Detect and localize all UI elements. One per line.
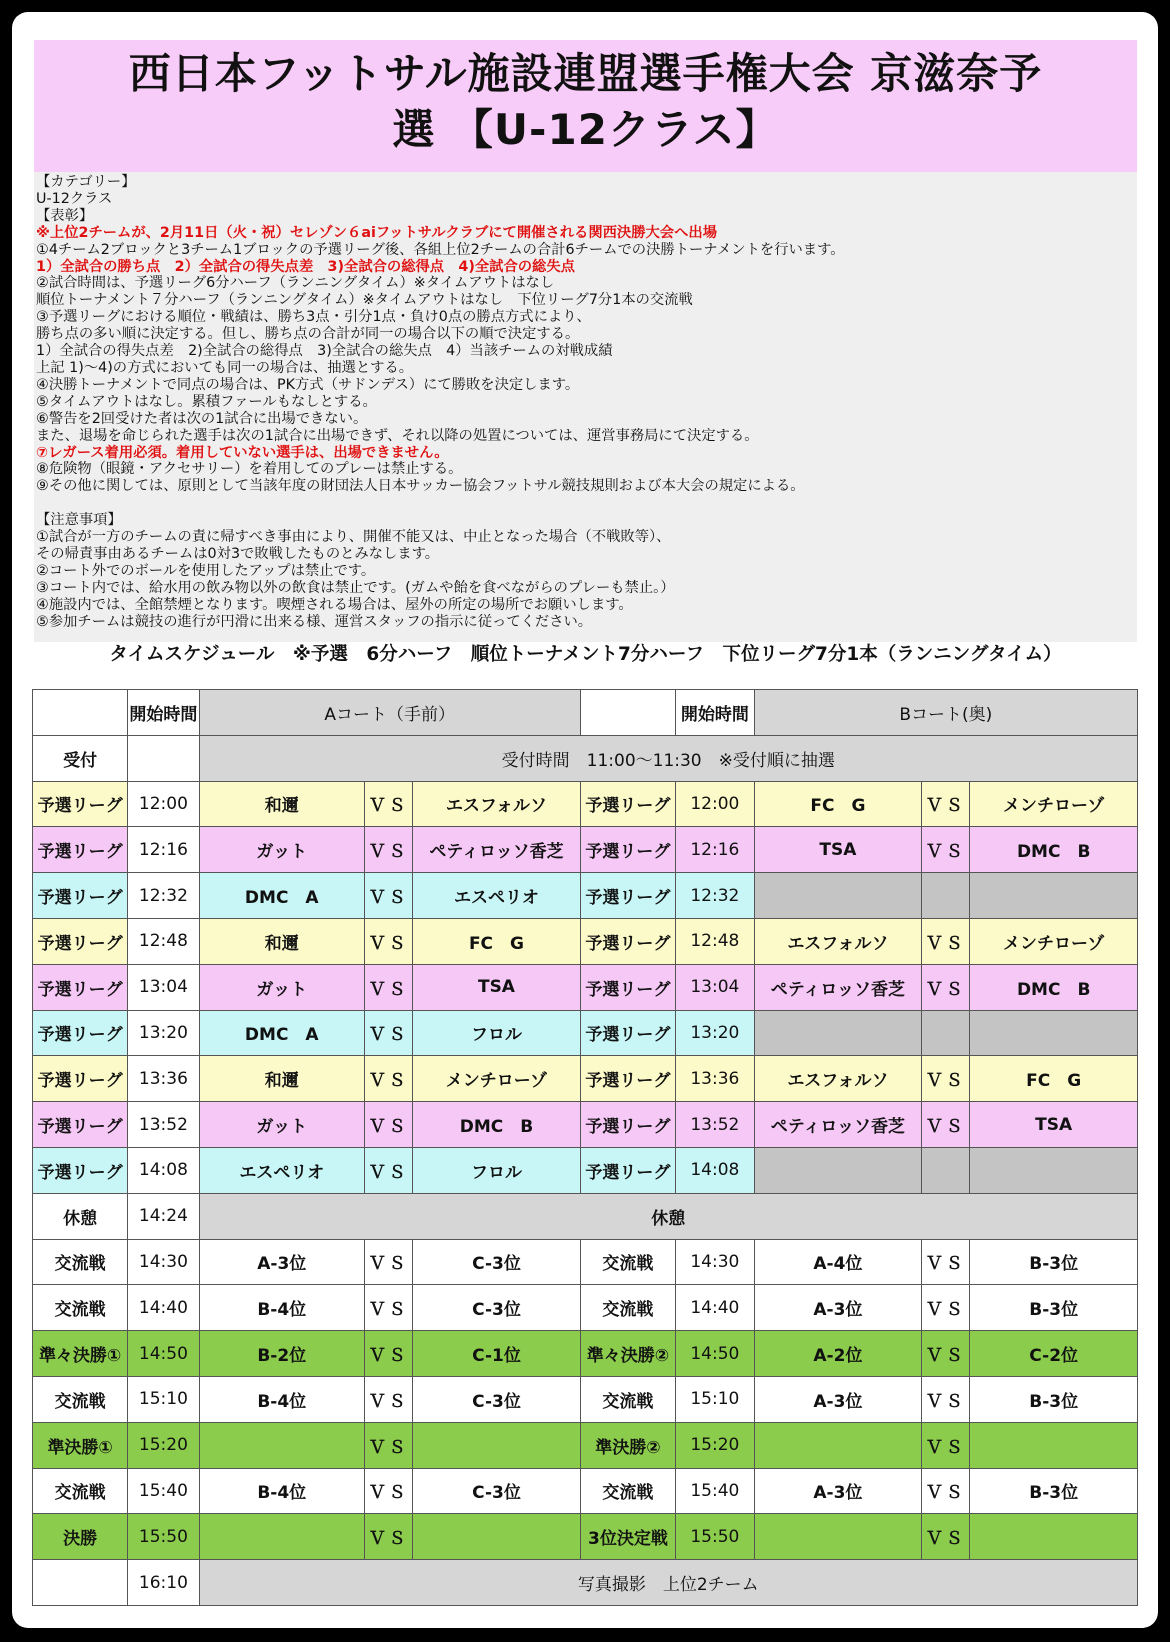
- notes-line: U-12クラス: [36, 190, 113, 207]
- court-b-home-team: A-3位: [754, 1376, 922, 1422]
- court-a-time: 12:48: [128, 918, 199, 964]
- court-b-vs: ＶＳ: [922, 1102, 970, 1148]
- court-b-empty-vs: [922, 1147, 970, 1193]
- court-b-home-team: エスフォルソ: [754, 1056, 922, 1102]
- court-b-vs: ＶＳ: [922, 1056, 970, 1102]
- court-b-home-team: ペティロッソ香芝: [754, 964, 922, 1010]
- court-a-vs: ＶＳ: [365, 1514, 413, 1560]
- court-a-round-label: 予選リーグ: [33, 1102, 128, 1148]
- court-b-away-team: B-3位: [970, 1285, 1138, 1331]
- court-a-away-team: メンチローゾ: [413, 1056, 581, 1102]
- court-a-away-team: C-3位: [413, 1285, 581, 1331]
- court-a-round-label: 予選リーグ: [33, 781, 128, 827]
- court-a-vs: ＶＳ: [365, 964, 413, 1010]
- match-row: [33, 827, 1138, 873]
- court-a-round-label: 予選リーグ: [33, 964, 128, 1010]
- court-b-round-label: 3位決定戦: [580, 1514, 675, 1560]
- court-b-round-label: 予選リーグ: [580, 1147, 675, 1193]
- court-b-away-team: B-3位: [970, 1376, 1138, 1422]
- court-a-vs: ＶＳ: [365, 1056, 413, 1102]
- court-a-round-label: 予選リーグ: [33, 873, 128, 919]
- court-a-time: 14:50: [128, 1331, 199, 1377]
- court-b-round-label: 予選リーグ: [580, 873, 675, 919]
- court-a-time: 12:16: [128, 827, 199, 873]
- match-row: [33, 1102, 1138, 1148]
- court-a-away-team: [413, 1422, 581, 1468]
- match-row: [33, 964, 1138, 1010]
- court-b-round-label: 予選リーグ: [580, 964, 675, 1010]
- court-a-time: 12:32: [128, 873, 199, 919]
- court-b-vs: ＶＳ: [922, 781, 970, 827]
- court-a-away-team: エスフォルソ: [413, 781, 581, 827]
- court-b-empty-vs: [922, 873, 970, 919]
- court-b-round-label: 交流戦: [580, 1468, 675, 1514]
- court-b-away-team: TSA: [970, 1102, 1138, 1148]
- court-a-vs: ＶＳ: [365, 1468, 413, 1514]
- court-b-time: 15:10: [676, 1376, 755, 1422]
- court-a-away-team: フロル: [413, 1147, 581, 1193]
- court-b-away-team: DMC B: [970, 827, 1138, 873]
- match-row: [33, 1010, 1138, 1056]
- court-a-round-label: 予選リーグ: [33, 827, 128, 873]
- court-b-vs: ＶＳ: [922, 1285, 970, 1331]
- court-a-time: 14:08: [128, 1147, 199, 1193]
- court-a-time: 12:00: [128, 781, 199, 827]
- court-a-home-team: ガット: [199, 1102, 364, 1148]
- court-b-vs: ＶＳ: [922, 964, 970, 1010]
- court-b-time: 13:04: [676, 964, 755, 1010]
- match-row: [33, 1422, 1138, 1468]
- notes-line: 【カテゴリー】: [36, 174, 136, 190]
- court-a-time: 13:52: [128, 1102, 199, 1148]
- court-a-home-team: [199, 1514, 364, 1560]
- header-start-time-b: 開始時間: [676, 690, 755, 736]
- match-row: [33, 1376, 1138, 1422]
- court-b-empty-vs: [922, 1010, 970, 1056]
- photo-text: 写真撮影 上位2チーム: [199, 1560, 1137, 1606]
- court-b-round-label: 予選リーグ: [580, 827, 675, 873]
- court-a-time: 15:10: [128, 1376, 199, 1422]
- court-a-vs: ＶＳ: [365, 781, 413, 827]
- court-a-home-team: DMC A: [199, 1010, 364, 1056]
- court-a-round-label: 準決勝①: [33, 1422, 128, 1468]
- court-a-home-team: A-3位: [199, 1239, 364, 1285]
- court-b-empty-home: [754, 873, 922, 919]
- court-a-away-team: エスペリオ: [413, 873, 581, 919]
- court-a-away-team: [413, 1514, 581, 1560]
- match-row: [33, 1468, 1138, 1514]
- court-b-vs: ＶＳ: [922, 1422, 970, 1468]
- photo-row: [33, 1560, 1138, 1606]
- court-a-round-label: 交流戦: [33, 1239, 128, 1285]
- court-a-round-label: 交流戦: [33, 1468, 128, 1514]
- court-b-time: 12:00: [676, 781, 755, 827]
- notes-line: 上記 1)～4)の方式においても同一の場合は、抽選とする。: [36, 359, 414, 376]
- court-b-vs: ＶＳ: [922, 1331, 970, 1377]
- court-b-vs: ＶＳ: [922, 1468, 970, 1514]
- photo-time: 16:10: [128, 1560, 199, 1606]
- court-a-vs: ＶＳ: [365, 1422, 413, 1468]
- court-b-round-label: 予選リーグ: [580, 1056, 675, 1102]
- header-blank-b: [580, 690, 675, 736]
- court-b-away-team: メンチローゾ: [970, 781, 1138, 827]
- notes-line: ④施設内では、全館禁煙となります。喫煙される場合は、屋外の所定の場所でお願いします。: [36, 596, 633, 613]
- court-a-round-label: 準々決勝①: [33, 1331, 128, 1377]
- court-b-round-label: 予選リーグ: [580, 1102, 675, 1148]
- court-b-empty-home: [754, 1147, 922, 1193]
- court-b-vs: ＶＳ: [922, 1239, 970, 1285]
- court-a-time: 13:36: [128, 1056, 199, 1102]
- notes-line: ⑧危険物（眼鏡・アクセサリー）を着用してのプレーは禁止する。: [36, 461, 463, 478]
- match-row: [33, 873, 1138, 919]
- court-a-home-team: 和邇: [199, 781, 364, 827]
- notes-line: ①4チーム2ブロックと3チーム1ブロックの予選リーグ後、各組上位2チームの合計6チームでの決勝トーナメントを行います。: [36, 241, 845, 258]
- court-a-round-label: 予選リーグ: [33, 1147, 128, 1193]
- court-b-home-team: [754, 1514, 922, 1560]
- schedule-heading: タイムスケジュール ※予選 6分ハーフ 順位トーナメント7分ハーフ 下位リーグ7分1本（ランニングタイム）: [109, 644, 1062, 665]
- break-text: 休憩: [199, 1193, 1137, 1239]
- court-b-home-team: A-3位: [754, 1468, 922, 1514]
- court-b-home-team: エスフォルソ: [754, 918, 922, 964]
- court-a-away-team: DMC B: [413, 1102, 581, 1148]
- notes-line: ①試合が一方のチームの責に帰すべき事由により、開催不能又は、中止となった場合（不戦敗等）、: [36, 529, 671, 546]
- court-a-away-team: C-3位: [413, 1376, 581, 1422]
- court-b-vs: ＶＳ: [922, 1514, 970, 1560]
- notes-line: ⑤参加チームは競技の進行が円滑に出来る様、運営スタッフの指示に従ってください。: [36, 613, 593, 630]
- court-b-round-label: 予選リーグ: [580, 781, 675, 827]
- court-a-vs: ＶＳ: [365, 1285, 413, 1331]
- court-b-time: 13:52: [676, 1102, 755, 1148]
- court-a-time: 14:40: [128, 1285, 199, 1331]
- court-a-home-team: B-4位: [199, 1285, 364, 1331]
- court-a-away-team: C-1位: [413, 1331, 581, 1377]
- court-b-away-team: FC G: [970, 1056, 1138, 1102]
- header-court-b: Bコート(奥): [754, 690, 1137, 736]
- court-a-time: 15:50: [128, 1514, 199, 1560]
- court-b-away-team: [970, 1422, 1138, 1468]
- court-a-round-label: 決勝: [33, 1514, 128, 1560]
- notes-line: ※上位2チームが、2月11日（火・祝）セレゾン６aiフットサルクラブにて開催される関西決勝大会へ出場: [36, 224, 717, 241]
- court-b-away-team: [970, 1514, 1138, 1560]
- court-b-time: 15:20: [676, 1422, 755, 1468]
- notes-line: ④決勝トーナメントで同点の場合は、PK方式（サドンデス）にて勝敗を決定します。: [36, 376, 580, 393]
- notes-line: 順位トーナメント７分ハーフ（ランニングタイム）※タイムアウトはなし 下位リーグ7分1本の交流戦: [36, 292, 693, 309]
- court-a-vs: ＶＳ: [365, 827, 413, 873]
- court-b-home-team: TSA: [754, 827, 922, 873]
- court-b-empty-away: [970, 873, 1138, 919]
- court-b-home-team: FC G: [754, 781, 922, 827]
- court-b-away-team: B-3位: [970, 1468, 1138, 1514]
- court-a-away-team: ペティロッソ香芝: [413, 827, 581, 873]
- notes-line: 1）全試合の勝ち点 2）全試合の得失点差 3)全試合の総得点 4)全試合の総失点: [36, 258, 575, 275]
- court-b-time: 15:40: [676, 1468, 755, 1514]
- court-a-vs: ＶＳ: [365, 1147, 413, 1193]
- notes-line: ⑥警告を2回受けた者は次の1試合に出場できない。: [36, 410, 368, 427]
- break-time: 14:24: [128, 1193, 199, 1239]
- court-b-away-team: メンチローゾ: [970, 918, 1138, 964]
- header-blank: [33, 690, 128, 736]
- court-a-home-team: ガット: [199, 964, 364, 1010]
- court-a-round-label: 交流戦: [33, 1376, 128, 1422]
- court-b-time: 12:48: [676, 918, 755, 964]
- match-row: [33, 1285, 1138, 1331]
- court-a-away-team: FC G: [413, 918, 581, 964]
- title-line-1: 西日本フットサル施設連盟選手権大会 京滋奈予: [128, 49, 1043, 98]
- header-row: [33, 690, 1138, 736]
- court-b-round-label: 交流戦: [580, 1285, 675, 1331]
- court-b-home-team: A-2位: [754, 1331, 922, 1377]
- court-a-round-label: 予選リーグ: [33, 1010, 128, 1056]
- court-a-home-team: エスペリオ: [199, 1147, 364, 1193]
- reception-row: [33, 735, 1138, 781]
- court-b-away-team: C-2位: [970, 1331, 1138, 1377]
- court-a-vs: ＶＳ: [365, 1102, 413, 1148]
- court-a-away-team: TSA: [413, 964, 581, 1010]
- court-b-round-label: 予選リーグ: [580, 918, 675, 964]
- court-b-time: 15:50: [676, 1514, 755, 1560]
- match-row: [33, 1514, 1138, 1560]
- court-b-empty-away: [970, 1147, 1138, 1193]
- page-title: [34, 46, 1137, 158]
- court-a-time: 15:40: [128, 1468, 199, 1514]
- court-b-home-team: A-4位: [754, 1239, 922, 1285]
- match-row: [33, 1056, 1138, 1102]
- reception-label: 受付: [33, 735, 128, 781]
- notes-line: ⑦レガース着用必須。着用していない選手は、出場できません。: [36, 444, 449, 461]
- court-b-round-label: 予選リーグ: [580, 1010, 675, 1056]
- notes-line: 【注意事項】: [36, 512, 122, 529]
- court-a-away-team: C-3位: [413, 1468, 581, 1514]
- court-a-time: 15:20: [128, 1422, 199, 1468]
- court-b-time: 14:50: [676, 1331, 755, 1377]
- court-b-home-team: [754, 1422, 922, 1468]
- rules-notes: [36, 174, 1136, 630]
- court-b-time: 14:08: [676, 1147, 755, 1193]
- court-b-time: 12:32: [676, 873, 755, 919]
- court-a-vs: ＶＳ: [365, 1331, 413, 1377]
- court-a-round-label: 交流戦: [33, 1285, 128, 1331]
- court-a-away-team: C-3位: [413, 1239, 581, 1285]
- match-row: [33, 1239, 1138, 1285]
- court-b-time: 13:36: [676, 1056, 755, 1102]
- court-b-time: 14:40: [676, 1285, 755, 1331]
- court-a-round-label: 予選リーグ: [33, 918, 128, 964]
- match-row: [33, 781, 1138, 827]
- court-a-vs: ＶＳ: [365, 1239, 413, 1285]
- court-b-time: 14:30: [676, 1239, 755, 1285]
- court-a-home-team: B-4位: [199, 1376, 364, 1422]
- court-b-home-team: ペティロッソ香芝: [754, 1102, 922, 1148]
- court-a-home-team: ガット: [199, 827, 364, 873]
- header-start-time-a: 開始時間: [128, 690, 199, 736]
- notes-line: ③コート内では、給水用の飲み物以外の飲食は禁止です。(ガムや飴を食べながらのプレーも禁止。）: [36, 579, 675, 596]
- court-b-away-team: DMC B: [970, 964, 1138, 1010]
- court-b-vs: ＶＳ: [922, 827, 970, 873]
- break-label: 休憩: [33, 1193, 128, 1239]
- photo-label: [33, 1560, 128, 1606]
- notes-line: [36, 495, 1136, 512]
- court-a-vs: ＶＳ: [365, 873, 413, 919]
- notes-line: ②試合時間は、予選リーグ6分ハーフ（ランニングタイム）※タイムアウトはなし: [36, 275, 555, 292]
- reception-time-blank: [128, 735, 199, 781]
- court-a-away-team: フロル: [413, 1010, 581, 1056]
- court-b-empty-away: [970, 1010, 1138, 1056]
- court-b-round-label: 交流戦: [580, 1239, 675, 1285]
- notes-line: ③予選リーグにおける順位・戦績は、勝ち3点・引分1点・負け0点の勝点方式により、: [36, 309, 591, 326]
- court-b-home-team: A-3位: [754, 1285, 922, 1331]
- court-b-away-team: B-3位: [970, 1239, 1138, 1285]
- court-b-round-label: 交流戦: [580, 1376, 675, 1422]
- notes-line: ⑤タイムアウトはなし。累積ファールもなしとする。: [36, 393, 377, 410]
- court-a-vs: ＶＳ: [365, 1010, 413, 1056]
- court-a-home-team: 和邇: [199, 918, 364, 964]
- reception-text: 受付時間 11:00～11:30 ※受付順に抽選: [199, 735, 1137, 781]
- match-row: [33, 1331, 1138, 1377]
- break-row: [33, 1193, 1138, 1239]
- court-a-home-team: [199, 1422, 364, 1468]
- court-a-home-team: 和邇: [199, 1056, 364, 1102]
- header-court-a: Aコート（手前）: [199, 690, 580, 736]
- court-a-home-team: B-2位: [199, 1331, 364, 1377]
- court-a-home-team: B-4位: [199, 1468, 364, 1514]
- court-b-time: 12:16: [676, 827, 755, 873]
- court-b-vs: ＶＳ: [922, 1376, 970, 1422]
- schedule-table: [32, 689, 1138, 1606]
- notes-line: また、退場を命じられた選手は次の1試合に出場できず、それ以降の処置については、運営事務局にて決定する。: [36, 427, 759, 444]
- match-row: [33, 918, 1138, 964]
- notes-line: ⑨その他に関しては、原則として当該年度の財団法人日本サッカー協会フットサル競技規則および本大会の規定による。: [36, 478, 805, 495]
- notes-line: ②コート外でのボールを使用したアップは禁止です。: [36, 562, 376, 579]
- court-b-vs: ＶＳ: [922, 918, 970, 964]
- court-a-home-team: DMC A: [199, 873, 364, 919]
- court-a-round-label: 予選リーグ: [33, 1056, 128, 1102]
- notes-line: 勝ち点の多い順に決定する。但し、勝ち点の合計が同一の場合以下の順で決定する。: [36, 326, 580, 343]
- notes-line: 1）全試合の得失点差 2)全試合の総得点 3)全試合の総失点 4）当該チームの対戦成績: [36, 343, 613, 360]
- title-line-2: 選 【U-12クラス】: [392, 105, 779, 154]
- notes-line: 【表彰】: [36, 207, 94, 224]
- court-a-vs: ＶＳ: [365, 1376, 413, 1422]
- match-row: [33, 1147, 1138, 1193]
- court-a-time: 14:30: [128, 1239, 199, 1285]
- court-a-time: 13:04: [128, 964, 199, 1010]
- court-b-round-label: 準々決勝②: [580, 1331, 675, 1377]
- court-b-time: 13:20: [676, 1010, 755, 1056]
- court-a-vs: ＶＳ: [365, 918, 413, 964]
- court-a-time: 13:20: [128, 1010, 199, 1056]
- court-b-empty-home: [754, 1010, 922, 1056]
- notes-line: その帰責事由あるチームは0対3で敗戦したものとみなします。: [36, 545, 440, 562]
- court-b-round-label: 準決勝②: [580, 1422, 675, 1468]
